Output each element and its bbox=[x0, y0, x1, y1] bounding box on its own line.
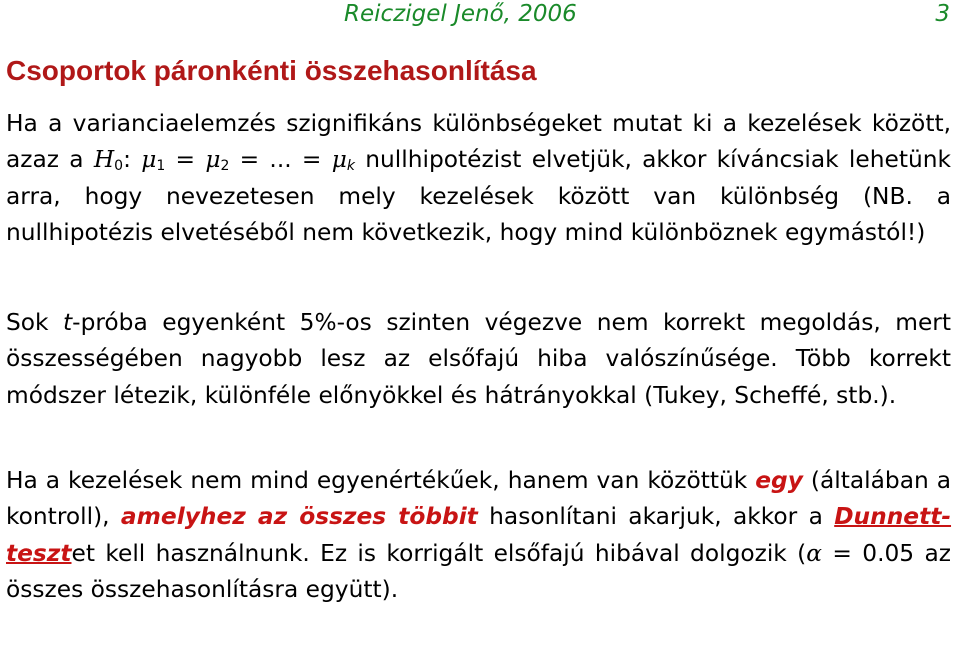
text: Ha a varianciaelemzés szignifikáns különbségeket mutat ki a kezelések között, azaz a bbox=[6, 110, 951, 174]
text: nullhipotézist elvetjük, akkor kíváncsiak lehetünk arra, hogy nevezetesen mely kezelések között van különbség (NB. a nullhipotézis elvetéséből nem következik, hogy mind különböznek egymástól!) bbox=[6, 146, 951, 247]
text: Sok bbox=[6, 309, 64, 336]
mu-symbol: μ bbox=[205, 146, 221, 174]
t-symbol: t bbox=[63, 309, 73, 336]
slide-header bbox=[0, 0, 959, 30]
text: et kell használnunk. Ez is korrigált elsőfajú hibával dolgozik ( bbox=[71, 539, 807, 567]
emphasis-amelyhez: amelyhez az összes többit bbox=[120, 503, 478, 531]
text: : bbox=[123, 146, 142, 174]
text: = bbox=[165, 146, 206, 174]
page-number: 3 bbox=[935, 1, 950, 27]
text: hasonlítani akarjuk, akkor a bbox=[477, 503, 835, 531]
h-symbol: H bbox=[93, 146, 115, 174]
mu-subscript: k bbox=[346, 158, 355, 175]
text: = 0.05 az összes összehasonlításra együtt). bbox=[6, 539, 951, 604]
mu-subscript: 1 bbox=[156, 158, 166, 175]
paragraph-dunnett bbox=[6, 463, 951, 609]
alpha-symbol: α bbox=[806, 539, 822, 567]
text: Ha a kezelések nem mind egyenértékűek, hanem van közöttük bbox=[6, 467, 756, 494]
h-subscript: 0 bbox=[114, 158, 124, 175]
paragraph-anova-intro bbox=[6, 106, 951, 252]
mu-subscript: 2 bbox=[220, 158, 230, 175]
text: = ... = bbox=[229, 146, 332, 174]
slide-title: Csoportok páronkénti összehasonlítása bbox=[6, 55, 537, 86]
emphasis-dunnett: Dunnett-teszt bbox=[6, 503, 952, 567]
text: (általában a kontroll), bbox=[6, 467, 951, 531]
header-author: Reiczigel Jenő, 2006 bbox=[344, 1, 577, 27]
emphasis-egy: egy bbox=[755, 467, 803, 494]
mu-symbol: μ bbox=[141, 146, 157, 174]
text: -próba egyenként 5%-os szinten végezve nem korrekt megoldás, mert összességében nagyobb lesz az elsőfajú hiba valószínűsége. Több korrekt módszer létezik, különféle előnyökkel és hátrányokkal (Tukey, Scheffé, stb.). bbox=[6, 309, 951, 409]
mu-symbol: μ bbox=[331, 146, 347, 174]
paragraph-multiple-t-tests bbox=[6, 305, 951, 414]
